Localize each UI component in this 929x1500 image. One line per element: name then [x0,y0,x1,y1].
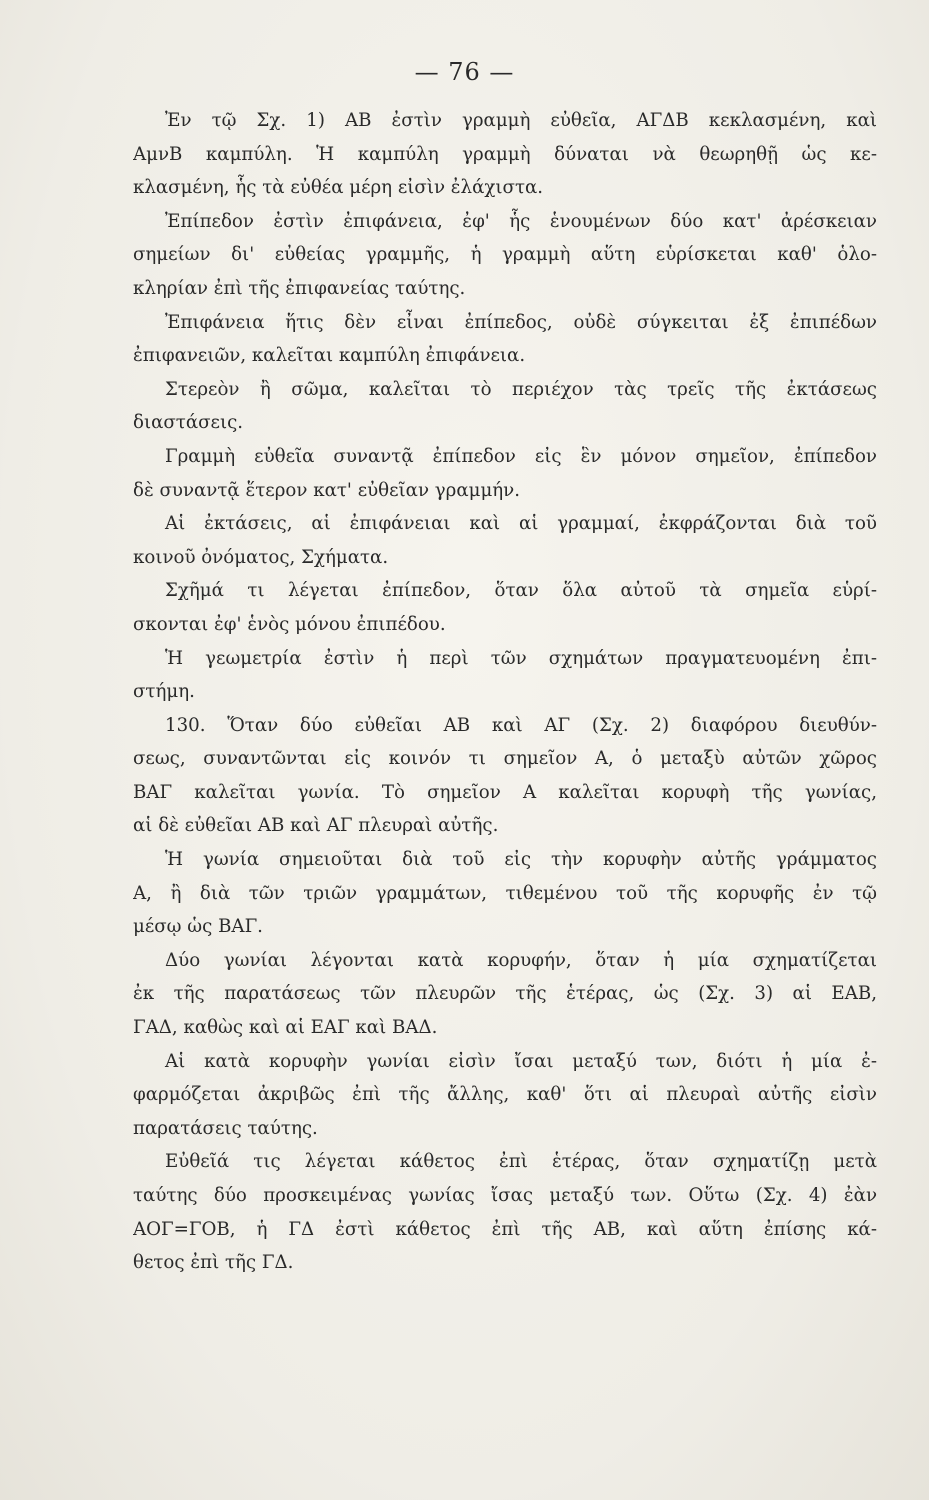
text-line: Σχῆμά τι λέγεται ἐπίπεδον, ὅταν ὅλα αὐτοῦ τὰ σημεῖα εὑρί- [165,580,877,602]
text-line: Αἱ ἐκτάσεις, αἱ ἐπιφάνειαι καὶ αἱ γραμμαί, ἐκφράζονται διὰ τοῦ [165,513,877,535]
text-line: Δύο γωνίαι λέγονται κατὰ κορυφήν, ὅταν ἡ μία σχηματίζεται [165,949,877,971]
text-line: σεως, συναντῶνται εἰς κοινόν τι σημεῖον Α, ὁ μεταξὺ αὐτῶν χῶρος [133,748,877,770]
text-line: παρατάσεις ταύτης. [133,1117,318,1139]
text-line: ἐκ τῆς παρατάσεως τῶν πλευρῶν τῆς ἑτέρας, ὡς (Σχ. 3) αἱ ΕΑΒ, [133,983,877,1005]
text-line: ΓΑΔ, καθὼς καὶ αἱ ΕΑΓ καὶ ΒΑΔ. [133,1017,438,1039]
text-line: ΒΑΓ καλεῖται γωνία. Τὸ σημεῖον Α καλεῖται κορυφὴ τῆς γωνίας, [133,781,877,803]
text-line: ἐπιφανειῶν, καλεῖται καμπύλη ἐπιφάνεια. [133,345,526,367]
text-line: σημείων δι' εὐθείας γραμμῆς, ἡ γραμμὴ αὕτη εὑρίσκεται καθ' ὁλο- [133,244,877,266]
text-line: Γραμμὴ εὐθεῖα συναντᾷ ἐπίπεδον εἰς ἓν μόνον σημεῖον, ἐπίπεδον [165,445,877,467]
text-line: κληρίαν ἐπὶ τῆς ἐπιφανείας ταύτης. [133,277,466,299]
text-line: κοινοῦ ὀνόματος, Σχήματα. [133,546,389,568]
text-line: θετος ἐπὶ τῆς ΓΔ. [133,1252,294,1274]
text-line: Ἡ γεωμετρία ἐστὶν ἡ περὶ τῶν σχημάτων πραγματευομένη ἐπι- [165,647,877,669]
text-line: ταύτης δύο προσκειμένας γωνίας ἴσας μεταξύ των. Οὕτω (Σχ. 4) ἐὰν [133,1185,877,1206]
text-line: δὲ συναντᾷ ἕτερον κατ' εὐθεῖαν γραμμήν. [133,479,521,501]
text-line: κλασμένη, ἧς τὰ εὐθέα μέρη εἰσὶν ἐλάχιστα. [133,177,544,199]
text-line: σκονται ἐφ' ἑνὸς μόνου ἐπιπέδου. [133,613,446,635]
page-number: — 76 — [414,58,515,86]
text-line: διαστάσεις. [133,412,244,434]
text-line: ΑμνΒ καμπύλη. Ἡ καμπύλη γραμμὴ δύναται νὰ θεωρηθῇ ὡς κε- [133,143,877,165]
text-line: 130. Ὅταν δύο εὐθεῖαι ΑΒ καὶ ΑΓ (Σχ. 2) διαφόρου διευθύν- [165,714,877,736]
text-line: στήμη. [133,681,195,703]
text-line: αἱ δὲ εὐθεῖαι ΑΒ καὶ ΑΓ πλευραὶ αὐτῆς. [133,815,499,837]
text-line: Ἡ γωνία σημειοῦται διὰ τοῦ εἰς τὴν κορυφὴν αὐτῆς γράμματος [165,849,877,871]
body-text [133,104,877,1280]
text-line: Στερεὸν ἢ σῶμα, καλεῖται τὸ περιέχον τὰς τρεῖς τῆς ἐκτάσεως [165,378,877,400]
text-line: Ἐπίπεδον ἐστὶν ἐπιφάνεια, ἐφ' ἧς ἑνουμένων δύο κατ' ἀρέσκειαν [165,210,877,232]
text-line: Ἐν τῷ Σχ. 1) ΑΒ ἐστὶν γραμμὴ εὐθεῖα, ΑΓΔΒ κεκλασμένη, καὶ [165,110,877,131]
text-line: ΑΟΓ=ΓΟΒ, ἡ ΓΔ ἐστὶ κάθετος ἐπὶ τῆς ΑΒ, καὶ αὕτη ἐπίσης κά- [133,1218,877,1240]
text-line: Αἱ κατὰ κορυφὴν γωνίαι εἰσὶν ἴσαι μεταξύ των, διότι ἡ μία ἐ- [165,1050,877,1072]
text-line: Εὐθεῖά τις λέγεται κάθετος ἐπὶ ἑτέρας, ὅταν σχηματίζῃ μετὰ [165,1151,877,1173]
text-line: φαρμόζεται ἀκριβῶς ἐπὶ τῆς ἄλλης, καθ' ὅτι αἱ πλευραὶ αὐτῆς εἰσὶν [133,1084,877,1106]
text-line: Ἐπιφάνεια ἥτις δὲν εἶναι ἐπίπεδος, οὐδὲ σύγκειται ἐξ ἐπιπέδων [165,311,877,333]
text-line: Α, ἢ διὰ τῶν τριῶν γραμμάτων, τιθεμένου τοῦ τῆς κορυφῆς ἐν τῷ [133,882,877,904]
text-line: μέσῳ ὡς ΒΑΓ. [133,916,263,938]
